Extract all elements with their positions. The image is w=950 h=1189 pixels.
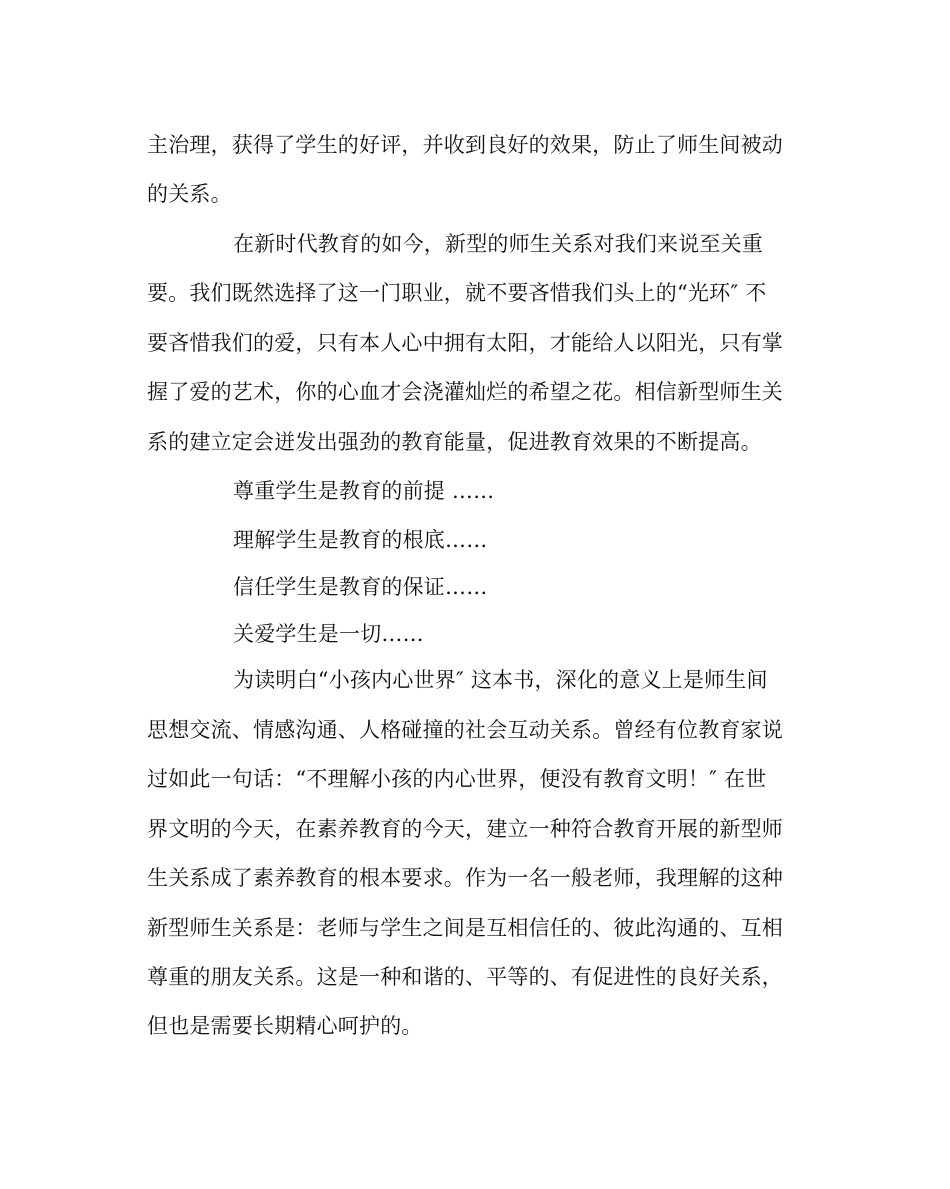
text-line: 但也是需要长期精心呵护的。: [147, 1014, 423, 1038]
list-item: 尊重学生是教育的前提 ……: [233, 479, 495, 503]
text-line: 尊重的朋友关系。这是一种和谐的、平等的、有促进性的良好关系，: [147, 965, 783, 989]
text-line: 过如此一句话：“不理解小孩的内心世界，便没有教育文明！″ 在世: [147, 767, 767, 791]
text-line: 为读明白“小孩内心世界″ 这本书，深化的意义上是师生间: [233, 668, 768, 692]
text-line: 要吝惜我们的爱，只有本人心中拥有太阳，才能给人以阳光，只有掌: [147, 331, 783, 355]
text-line: 握了爱的艺术，你的心血才会浇灌灿烂的希望之花。相信新型师生关: [147, 380, 783, 404]
text-line: 界文明的今天，在素养教育的今天，建立一种符合教育开展的新型师: [147, 817, 783, 841]
text-line: 思想交流、情感沟通、人格碰撞的社会互动关系。曾经有位教育家说: [147, 718, 783, 742]
text-line: 新型师生关系是：老师与学生之间是互相信任的、彼此沟通的、互相: [147, 916, 783, 940]
list-item: 关爱学生是一切……: [233, 622, 424, 646]
text-line: 生关系成了素养教育的根本要求。作为一名一般老师，我理解的这种: [147, 866, 783, 890]
text-line: 系的建立定会迸发出强劲的教育能量，促进教育效果的不断提高。: [147, 430, 762, 454]
list-item: 理解学生是教育的根底……: [233, 528, 488, 552]
text-line: 在新时代教育的如今，新型的师生关系对我们来说至关重: [233, 232, 763, 256]
text-line: 的关系。: [147, 182, 232, 206]
list-item: 信任学生是教育的保证……: [233, 575, 488, 599]
text-line: 主治理，获得了学生的好评，并收到良好的效果，防止了师生间被动: [147, 133, 783, 157]
text-line: 要。我们既然选择了这一门职业，就不要吝惜我们头上的“光环″ 不: [147, 281, 767, 305]
